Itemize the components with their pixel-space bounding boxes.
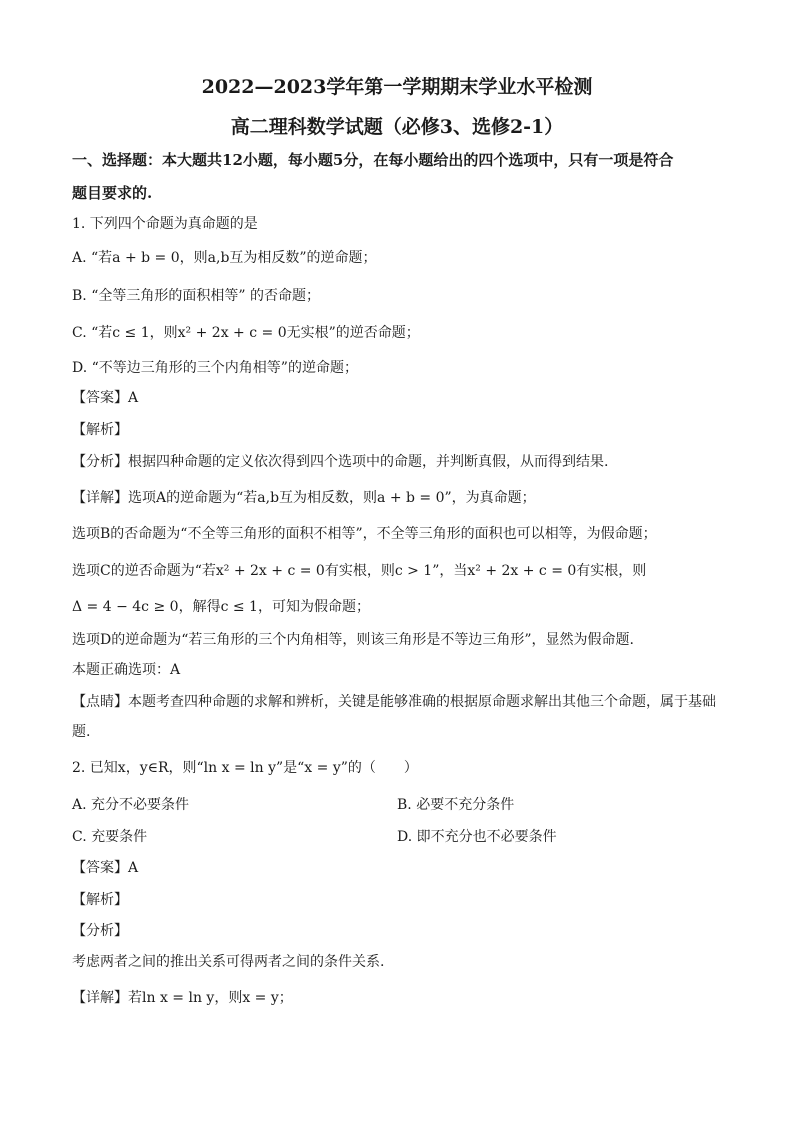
page-subtitle: 高二理科数学试题（必修3、选修2-1） — [230, 116, 564, 138]
question-2-option-a: A. 充分不必要条件 — [72, 797, 190, 813]
question-2-answer: 【答案】A — [72, 860, 139, 876]
question-1-stem: 1. 下列四个命题为真命题的是 — [72, 216, 258, 232]
question-2-option-b: B. 必要不充分条件 — [397, 797, 515, 813]
question-1-option-b: B. “全等三角形的面积相等” 的否命题； — [72, 288, 320, 304]
question-2-fenxi-label: 【分析】 — [72, 923, 128, 939]
question-1-dianjing-line2: 题. — [72, 724, 91, 740]
page-title: 2022—2023学年第一学期期末学业水平检测 — [201, 76, 593, 98]
question-1-dianjing-line1: 【点睛】本题考查四种命题的求解和辨析，关键是能够准确的根据原命题求解出其他三个命题，属于基础 — [72, 694, 716, 710]
question-2-stem: 2. 已知x，y∈R，则“ln x = ln y”是“x = y”的（ ） — [72, 760, 418, 776]
question-1-detail-line1: 【详解】选项A的逆命题为“若a,b互为相反数，则a + b = 0”，为真命题； — [72, 490, 536, 506]
question-1-fenxi: 【分析】根据四种命题的定义依次得到四个选项中的命题，并判断真假，从而得到结果. — [72, 454, 609, 470]
question-1-correct-option: 本题正确选项：A — [72, 662, 181, 678]
section-heading-line1: 一、选择题：本大题共12小题，每小题5分，在每小题给出的四个选项中，只有一项是符合 — [72, 151, 674, 169]
question-1-option-a: A. “若a + b = 0，则a,b互为相反数”的逆命题； — [72, 250, 377, 266]
question-1-detail-line4: Δ = 4 − 4c ≥ 0，解得c ≤ 1，可知为假命题； — [72, 599, 370, 615]
question-1-option-d: D. “不等边三角形的三个内角相等”的逆命题； — [72, 360, 358, 376]
question-1-answer: 【答案】A — [72, 390, 139, 406]
question-1-analysis-label: 【解析】 — [72, 422, 128, 438]
question-2-detail: 【详解】若ln x = ln y，则x = y； — [72, 990, 293, 1006]
question-2-option-d: D. 即不充分也不必要条件 — [397, 829, 557, 845]
question-2-fenxi-text: 考虑两者之间的推出关系可得两者之间的条件关系. — [72, 954, 385, 970]
question-2-analysis-label: 【解析】 — [72, 892, 128, 908]
question-1-option-c: C. “若c ≤ 1，则x² + 2x + c = 0无实根”的逆否命题； — [72, 325, 420, 341]
question-1-detail-line5: 选项D的逆命题为“若三角形的三个内角相等，则该三角形是不等边三角形”，显然为假命题. — [72, 632, 634, 648]
question-2-option-c: C. 充要条件 — [72, 829, 148, 845]
question-1-detail-line2: 选项B的否命题为“不全等三角形的面积不相等”，不全等三角形的面积也可以相等，为假命题； — [72, 526, 657, 542]
question-1-detail-line3: 选项C的逆否命题为“若x² + 2x + c = 0有实根，则c > 1”，当x² + 2x + c = 0有实根，则 — [72, 563, 647, 579]
section-heading-line2: 题目要求的. — [72, 184, 153, 202]
